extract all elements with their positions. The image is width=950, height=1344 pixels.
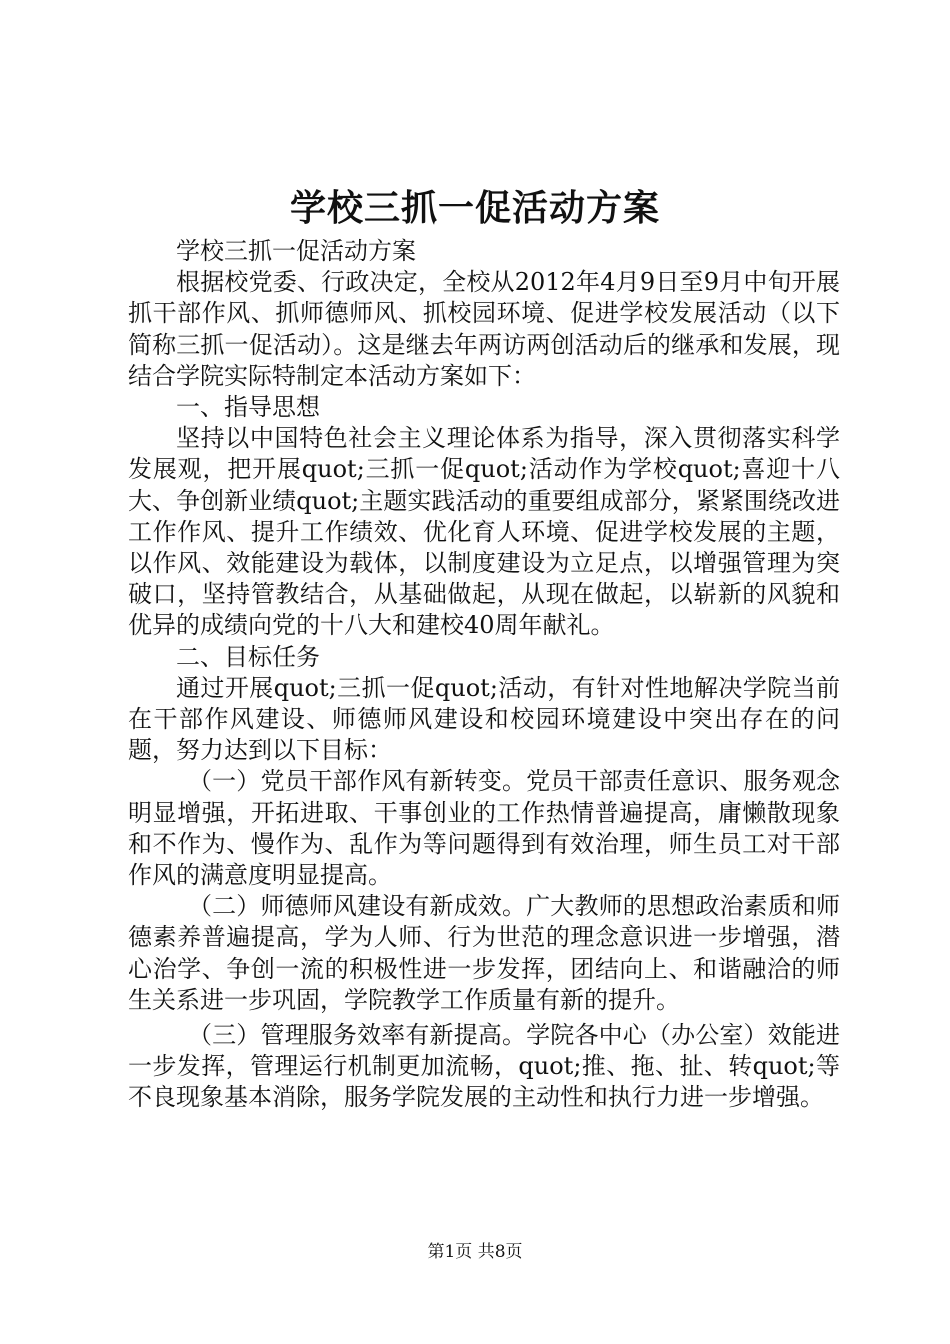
page-footer: 第1页 共8页 [427, 1242, 523, 1262]
paragraph-goal-1: （一）党员干部作风有新转变。党员干部责任意识、服务观念明显增强，开拓进取、干事创业的工作热情普遍提高，庸懒散现象和不作为、慢作为、乱作为等问题得到有效治理，师生员工对干部作风的满意度明显提高。 [128, 767, 840, 890]
paragraph-intro: 根据校党委、行政决定，全校从2012年4月9日至9月中旬开展抓干部作风、抓师德师风、抓校园环境、促进学校发展活动（以下简称三抓一促活动）。这是继去年两访两创活动后的继承和发展，现结合学院实际特制定本活动方案如下： [128, 268, 840, 390]
paragraph-goal-3: （三）管理服务效率有新提高。学院各中心（办公室）效能进一步发挥，管理运行机制更加流畅，quot;推、拖、扯、转quot;等不良现象基本消除，服务学院发展的主动性和执行力进一步增强。 [128, 1021, 840, 1112]
document-title: 学校三抓一促活动方案 [289, 187, 660, 229]
section-heading-goals: 二、目标任务 [176, 642, 320, 671]
paragraph-goals-intro: 通过开展quot;三抓一促quot;活动，有针对性地解决学院当前在干部作风建设、师德师风建设和校园环境建设中突出存在的问题，努力达到以下目标： [128, 673, 840, 765]
section-heading-guiding-thought: 一、指导思想 [176, 393, 320, 422]
paragraph-goal-2: （二）师德师风建设有新成效。广大教师的思想政治素质和师德素养普遍提高，学为人师、行为世范的理念意识进一步增强，潜心治学、争创一流的积极性进一步发挥，团结向上、和谐融洽的师生关系进一步巩固，学院教学工作质量有新的提升。 [128, 892, 840, 1014]
paragraph-guiding-thought: 坚持以中国特色社会主义理论体系为指导，深入贯彻落实科学发展观，把开展quot;三抓一促quot;活动作为学校quot;喜迎十八大、争创新业绩quot;主题实践活动的重要组成部分，紧紧围绕改进工作作风、提升工作绩效、优化育人环境、促进学校发展的主题，以作风、效能建设为载体，以制度建设为立足点，以增强管理为突破口，坚持管教结合，从基础做起，从现在做起，以崭新的风貌和优异的成绩向党的十八大和建校40周年献礼。 [128, 424, 840, 640]
paragraph-heading: 学校三抓一促活动方案 [176, 237, 416, 265]
document-body [128, 236, 840, 1114]
